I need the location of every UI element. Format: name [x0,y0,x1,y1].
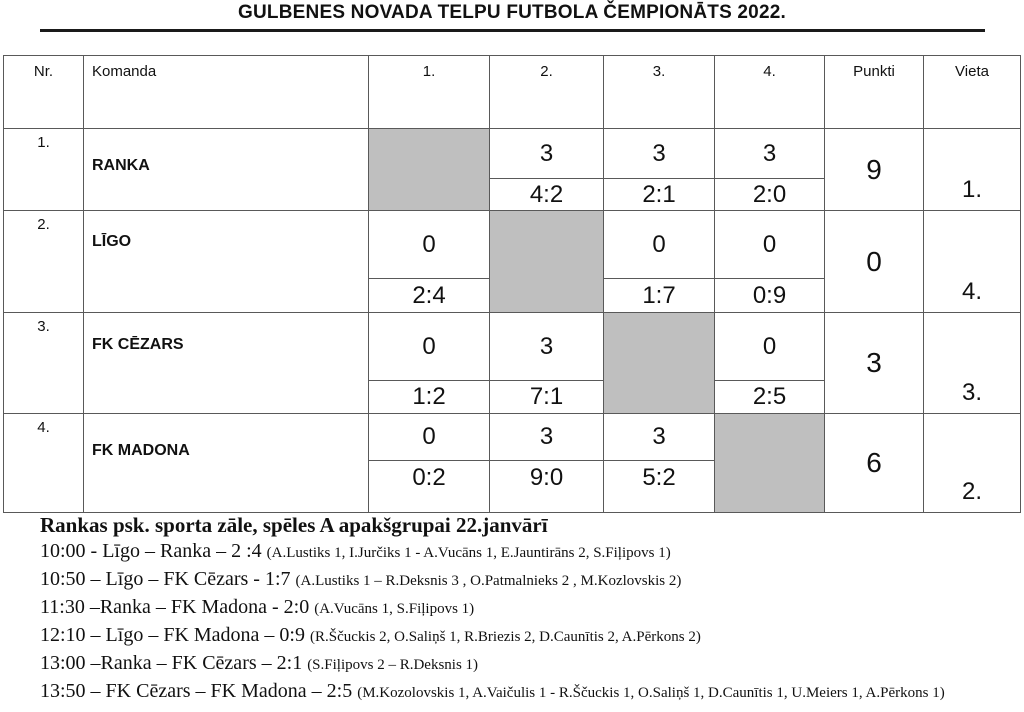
header-nr: Nr. [4,56,84,128]
title-underline-rule [40,29,985,32]
match-score: 2:5 [752,383,787,410]
match-main-text: 13:00 –Ranka – FK Cēzars – 2:1 [40,652,303,674]
row-number: 3. [4,313,84,413]
match-main-text: 13:50 – FK Cēzars – FK Madona – 2:5 [40,680,353,702]
points-total: 9 [825,129,924,210]
match-cell [369,313,490,413]
header-col-4: 4. [715,56,825,128]
team-name: FK CĒZARS [84,313,369,413]
points-total: 0 [825,211,924,312]
table-header-row [4,56,1020,129]
match-cell [715,211,825,312]
match-cell [604,414,715,512]
page-title: GULBENES NOVADA TELPU FUTBOLA ČEMPIONĀTS 2022. [238,2,786,23]
place-value: 3. [961,379,982,406]
match-scorers-text: (A.Lustiks 1 – R.Deksnis 3 , O.Patmalnieks 2 , M.Kozlovskis 2) [295,573,682,589]
match-score: 4:2 [529,180,564,208]
match-result-line [40,566,992,594]
match-score: 2:4 [412,281,446,309]
match-cell [715,129,825,210]
self-match-cell [369,129,490,210]
match-scorers-text: (A.Vucāns 1, S.Fiļipovs 1) [314,601,475,617]
place-value: 2. [961,478,982,505]
self-match-cell [604,313,715,413]
points-total: 6 [825,414,924,512]
standings-table [3,55,1021,513]
match-points: 3 [490,313,603,381]
match-cell [369,211,490,312]
schedule-section [40,512,992,706]
match-scorers-text: (S.Fiļipovs 2 – R.Deksnis 1) [307,657,479,673]
match-score: 0:2 [412,464,446,491]
match-points: 0 [369,414,489,461]
match-score: 5:2 [642,464,676,491]
header-punkti: Punkti [825,56,924,128]
match-scorers-text: (A.Lustiks 1, I.Jurčiks 1 - A.Vucāns 1, E.Jauntirāns 2, S.Fiļipovs 1) [266,545,671,561]
match-points: 3 [715,129,824,179]
table-row-fk-madona [4,414,1020,512]
self-match-cell [490,211,604,312]
match-score: 2:1 [642,180,676,208]
match-score: 0:9 [752,281,787,309]
match-points: 0 [369,211,489,279]
row-number: 4. [4,414,84,512]
header-col-2: 2. [490,56,604,128]
match-cell [604,211,715,312]
place-value: 1. [961,176,982,203]
match-scorers-text: (M.Kozolovskis 1, A.Vaičulis 1 - R.Ščuckis 1, O.Saliņš 1, D.Caunītis 1, U.Meiers 1, A.Pērkons 1) [357,685,945,701]
match-cell [490,414,604,512]
table-row-ligo [4,211,1020,313]
match-cell [490,129,604,210]
match-result-line [40,594,992,622]
match-points: 0 [369,313,489,381]
match-points: 3 [604,414,714,461]
match-result-line [40,622,992,650]
header-col-1: 1. [369,56,490,128]
match-score: 1:7 [642,281,676,309]
header-col-3: 3. [604,56,715,128]
team-name: FK MADONA [84,414,369,512]
team-name: RANKA [84,129,369,210]
schedule-heading: Rankas psk. sporta zāle, spēles A apakšgrupai 22.janvārī [40,513,548,537]
match-points: 3 [604,129,714,179]
match-cell [490,313,604,413]
match-main-text: 11:30 –Ranka – FK Madona - 2:0 [40,596,310,618]
row-number: 1. [4,129,84,210]
self-match-cell [715,414,825,512]
match-points: 0 [715,313,824,381]
match-score: 1:2 [412,383,446,410]
row-number: 2. [4,211,84,312]
header-komanda: Komanda [84,56,369,128]
team-name: LĪGO [84,211,369,312]
table-row-ranka [4,129,1020,211]
match-score: 9:0 [529,464,564,491]
match-main-text: 10:50 – Līgo – FK Cēzars - 1:7 [40,568,291,590]
match-cell [604,129,715,210]
header-vieta: Vieta [955,63,989,80]
match-cell [715,313,825,413]
match-result-line [40,678,992,706]
match-result-line [40,538,992,566]
match-main-text: 10:00 - Līgo – Ranka – 2 :4 [40,540,262,562]
match-points: 0 [715,211,824,279]
match-score: 2:0 [752,180,787,208]
match-points: 0 [604,211,714,279]
place-value: 4. [961,278,982,305]
match-result-line [40,650,992,678]
table-row-fk-cezars [4,313,1020,414]
match-score: 7:1 [529,383,564,410]
points-total: 3 [825,313,924,413]
match-points: 3 [490,414,603,461]
match-main-text: 12:10 – Līgo – FK Madona – 0:9 [40,624,305,646]
match-scorers-text: (R.Ščuckis 2, O.Saliņš 1, R.Briezis 2, D.Caunītis 2, A.Pērkons 2) [310,629,701,645]
match-points: 3 [490,129,603,179]
match-cell [369,414,490,512]
